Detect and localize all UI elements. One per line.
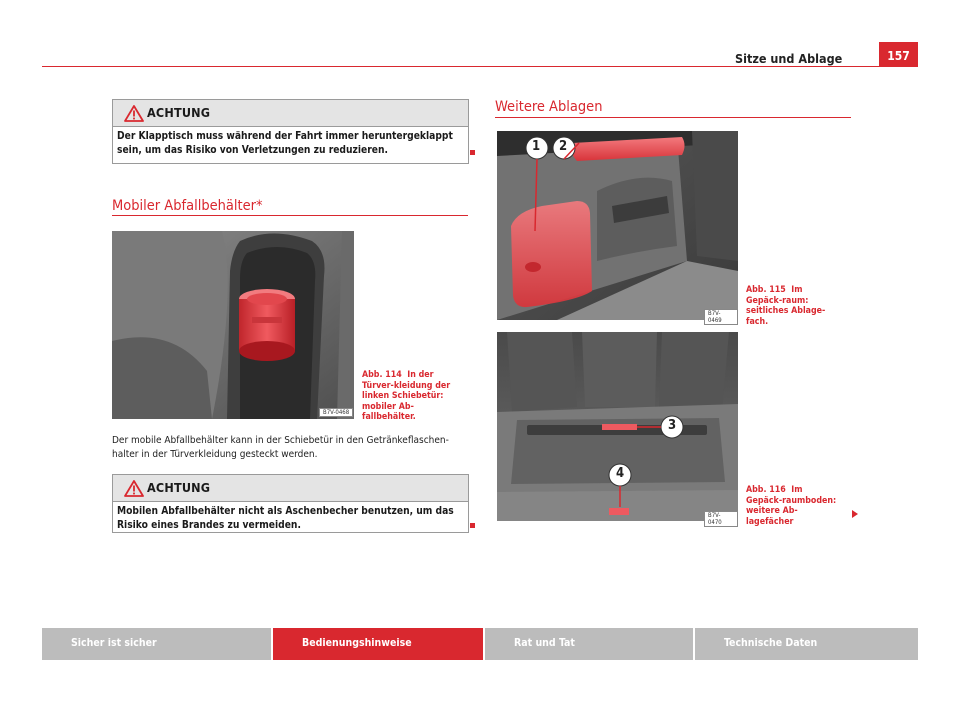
footer-tab-technische-daten[interactable]: Technische Daten	[695, 628, 918, 660]
footer-tab-bedienungshinweise[interactable]: Bedienungshinweise	[273, 628, 483, 660]
figure-115-caption	[746, 285, 841, 327]
heading-rule	[495, 117, 851, 118]
figure-116-caption	[746, 485, 841, 527]
caption-text: In der Türver-kleidung der linken Schiebetür: mobiler Ab-fallbehälter.	[362, 370, 451, 423]
caption-number: Abb. 115	[746, 285, 786, 295]
warning-text: Der Klapptisch muss während der Fahrt immer heruntergeklappt sein, um das Risiko von Verletzungen zu reduzieren.	[117, 131, 453, 156]
warning-triangle-icon	[124, 480, 144, 497]
figure-116-photo	[497, 332, 738, 526]
caption-number: Abb. 116	[746, 485, 786, 495]
page-number: 157	[879, 42, 918, 66]
warning-box-folding-table	[112, 99, 469, 164]
section-end-marker	[470, 150, 475, 155]
caption-number: Abb. 114	[362, 370, 402, 380]
side-compartment-illustration	[497, 131, 738, 320]
floor-compartments-illustration	[497, 332, 738, 521]
warning-header	[113, 100, 468, 127]
warning-header	[113, 475, 468, 502]
continue-arrow-icon	[852, 510, 858, 518]
caption-text: Im Gepäck-raumboden: weitere Ab-lagefächer	[746, 485, 837, 527]
figure-115-photo	[497, 131, 738, 324]
section-heading-mobile-bin: Mobiler Abfallbehälter*	[112, 198, 263, 214]
section-end-marker	[470, 523, 475, 528]
figure-code: B7V-0469	[704, 309, 738, 325]
door-bin-illustration	[112, 231, 354, 419]
section-heading-more-storage: Weitere Ablagen	[495, 99, 603, 115]
warning-label: ACHTUNG	[147, 480, 211, 495]
figure-114-photo	[112, 231, 354, 419]
body-paragraph: Der mobile Abfallbehälter kann in der Schiebetür in den Getränkeflaschen-halter in der Türverkleidung gesteckt werden.	[112, 435, 449, 460]
footer-tab-sicher[interactable]: Sicher ist sicher	[42, 628, 271, 660]
warning-box-ashtray	[112, 474, 469, 533]
figure-114-caption	[362, 370, 452, 423]
header-rule	[42, 66, 918, 67]
marker-3: 3	[668, 418, 677, 433]
marker-1: 1	[532, 139, 541, 154]
marker-2: 2	[559, 139, 568, 154]
caption-text: Im Gepäck-raum: seitliches Ablage-fach.	[746, 285, 826, 327]
warning-triangle-icon	[124, 105, 144, 122]
figure-code: B7V-0470	[704, 511, 738, 527]
figure-code: B7V-0468	[319, 408, 353, 417]
warning-text: Mobilen Abfallbehälter nicht als Aschenbecher benutzen, um das Risiko eines Brandes zu vermeiden.	[117, 506, 454, 531]
running-header-title: Sitze und Ablage	[735, 51, 843, 66]
marker-4: 4	[616, 466, 625, 481]
warning-label: ACHTUNG	[147, 105, 211, 120]
heading-rule	[112, 215, 468, 216]
footer-tab-rat-und-tat[interactable]: Rat und Tat	[485, 628, 693, 660]
